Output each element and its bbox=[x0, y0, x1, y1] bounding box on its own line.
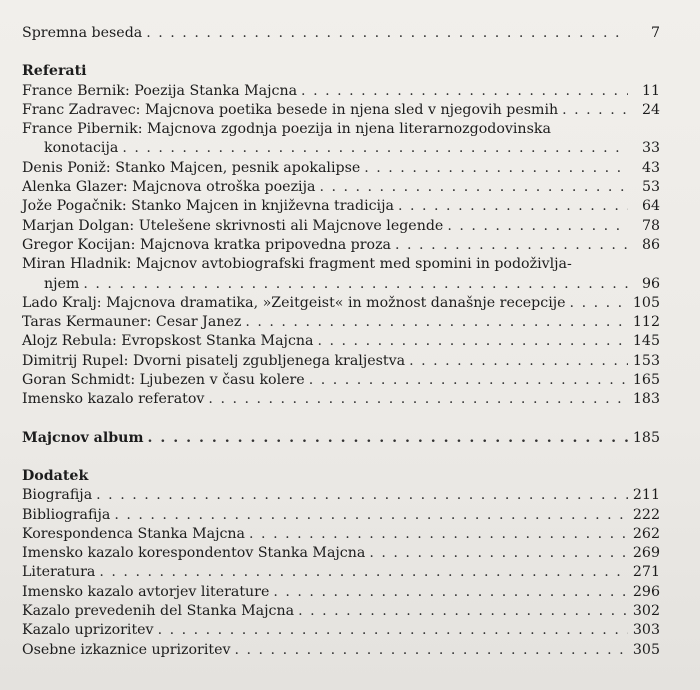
entry-page: 105 bbox=[632, 294, 660, 311]
entry-title: Imensko kazalo korespondentov Stanka Majcna bbox=[22, 545, 366, 562]
entry-title: Biografija bbox=[22, 487, 93, 504]
entry-title: Miran Hladnik: Majcnov avtobiografski fragment med spomini in podoživlja- bbox=[22, 256, 572, 273]
dot-leader bbox=[114, 506, 628, 525]
entry-title: Imensko kazalo referatov bbox=[22, 391, 205, 408]
entry-title: France Pibernik: Majcnova zgodnja poezija in njena literarnozgodovinska bbox=[22, 121, 551, 138]
toc-entry bbox=[22, 178, 660, 197]
entry-title: Taras Kermauner: Cesar Janez bbox=[22, 314, 242, 331]
entry-title: Spremna beseda bbox=[22, 25, 143, 41]
dot-leader bbox=[369, 544, 628, 563]
entry-page: 64 bbox=[641, 198, 660, 215]
toc-entry-continuation bbox=[22, 139, 660, 158]
entry-title: Alenka Glazer: Majcnova otroška poezija bbox=[22, 179, 316, 196]
entry-page: 165 bbox=[632, 372, 660, 389]
toc-entry bbox=[22, 352, 660, 371]
entry-page: 86 bbox=[641, 236, 660, 253]
dot-leader bbox=[208, 390, 628, 409]
dot-leader bbox=[318, 332, 629, 351]
entry-page: 7 bbox=[650, 25, 660, 41]
entry-page: 43 bbox=[641, 159, 660, 176]
dodatek-list bbox=[22, 486, 660, 660]
entry-title: Bibliografija bbox=[22, 506, 111, 523]
dot-leader bbox=[147, 429, 628, 448]
entry-page: 153 bbox=[632, 352, 660, 369]
toc-entry bbox=[22, 506, 660, 525]
entry-title: Literatura bbox=[22, 564, 96, 581]
toc-entry bbox=[22, 544, 660, 563]
dot-leader bbox=[447, 217, 628, 236]
dot-leader bbox=[364, 159, 628, 178]
toc-entry bbox=[22, 390, 660, 409]
entry-page: 262 bbox=[632, 525, 660, 542]
entry-title: Lado Kralj: Majcnova dramatika, »Zeitgeist« in možnost današnje recepcije bbox=[22, 294, 566, 311]
section-heading-referati: Referati bbox=[22, 63, 87, 80]
entry-page: 78 bbox=[641, 217, 660, 234]
dot-leader bbox=[309, 371, 628, 390]
dot-leader bbox=[301, 82, 628, 101]
dot-leader bbox=[83, 275, 628, 294]
entry-page: 24 bbox=[641, 101, 660, 118]
entry-title-continuation: njem bbox=[44, 275, 80, 292]
referati-list bbox=[22, 82, 660, 410]
toc-entry bbox=[22, 371, 660, 390]
entry-page: 112 bbox=[632, 314, 660, 331]
entry-page: 53 bbox=[641, 179, 660, 196]
entry-title: Marjan Dolgan: Utelešene skrivnosti ali Majcnove legende bbox=[22, 217, 444, 234]
toc-entry bbox=[22, 583, 660, 602]
entry-page: 271 bbox=[632, 564, 660, 581]
dot-leader bbox=[146, 24, 628, 43]
toc-entry bbox=[22, 486, 660, 505]
entry-title: Alojz Rebula: Evropskost Stanka Majcna bbox=[22, 333, 314, 350]
entry-title: Dimitrij Rupel: Dvorni pisatelj zgubljenega kraljestva bbox=[22, 352, 406, 369]
entry-title: Denis Poniž: Stanko Majcen, pesnik apokalipse bbox=[22, 159, 361, 176]
dot-leader bbox=[273, 583, 628, 602]
entry-page: 296 bbox=[632, 583, 660, 600]
toc-entry bbox=[22, 217, 660, 236]
dot-leader bbox=[245, 313, 628, 332]
toc-entry-album bbox=[22, 429, 660, 448]
dot-leader bbox=[298, 602, 628, 621]
entry-title-continuation: konotacija bbox=[44, 140, 119, 157]
entry-page: 305 bbox=[632, 641, 660, 658]
entry-title: Kazalo prevedenih del Stanka Majcna bbox=[22, 603, 295, 620]
dot-leader bbox=[562, 101, 628, 120]
entry-page: 222 bbox=[632, 506, 660, 523]
table-of-contents bbox=[22, 24, 660, 660]
toc-entry-line bbox=[22, 255, 660, 274]
toc-entry bbox=[22, 159, 660, 178]
entry-page: 269 bbox=[632, 545, 660, 562]
dot-leader bbox=[409, 352, 628, 371]
entry-title: Kazalo uprizoritev bbox=[22, 622, 154, 639]
toc-entry bbox=[22, 332, 660, 351]
entry-title: Franc Zadravec: Majcnova poetika besede in njena sled v njegovih pesmih bbox=[22, 101, 559, 118]
dot-leader bbox=[319, 178, 628, 197]
toc-entry bbox=[22, 82, 660, 101]
dot-leader bbox=[99, 563, 628, 582]
entry-title: France Bernik: Poezija Stanka Majcna bbox=[22, 82, 298, 99]
entry-page: 183 bbox=[632, 391, 660, 408]
entry-title: Jože Pogačnik: Stanko Majcen in književna tradicija bbox=[22, 198, 394, 215]
entry-page: 303 bbox=[632, 622, 660, 639]
toc-entry bbox=[22, 602, 660, 621]
dot-leader bbox=[235, 641, 629, 660]
entry-title: Korespondenca Stanka Majcna bbox=[22, 525, 246, 542]
entry-title: Imensko kazalo avtorjev literature bbox=[22, 583, 270, 600]
dot-leader bbox=[249, 525, 628, 544]
entry-page: 145 bbox=[632, 333, 660, 350]
entry-page: 185 bbox=[632, 429, 660, 446]
entry-page: 211 bbox=[632, 487, 660, 504]
toc-entry bbox=[22, 236, 660, 255]
toc-entry bbox=[22, 525, 660, 544]
toc-entry bbox=[22, 294, 660, 313]
toc-entry bbox=[22, 563, 660, 582]
entry-title: Gregor Kocijan: Majcnova kratka pripovedna proza bbox=[22, 236, 392, 253]
dot-leader bbox=[158, 621, 628, 640]
toc-entry-line bbox=[22, 120, 660, 139]
entry-page: 302 bbox=[632, 603, 660, 620]
toc-entry bbox=[22, 197, 660, 216]
toc-entry bbox=[22, 101, 660, 120]
toc-entry bbox=[22, 641, 660, 660]
entry-page: 11 bbox=[641, 82, 660, 99]
dot-leader bbox=[395, 236, 628, 255]
entry-title: Goran Schmidt: Ljubezen v času kolere bbox=[22, 372, 305, 389]
entry-page: 33 bbox=[641, 140, 660, 157]
toc-entry bbox=[22, 621, 660, 640]
dot-leader bbox=[570, 294, 628, 313]
toc-entry bbox=[22, 313, 660, 332]
dot-leader bbox=[122, 139, 628, 158]
section-heading-dodatek: Dodatek bbox=[22, 467, 89, 484]
entry-title: Majcnov album bbox=[22, 429, 144, 446]
entry-page: 96 bbox=[641, 275, 660, 292]
toc-entry-continuation bbox=[22, 275, 660, 294]
entry-title: Osebne izkaznice uprizoritev bbox=[22, 641, 231, 658]
dot-leader bbox=[398, 197, 628, 216]
dot-leader bbox=[96, 486, 628, 505]
toc-entry-intro bbox=[22, 24, 660, 43]
